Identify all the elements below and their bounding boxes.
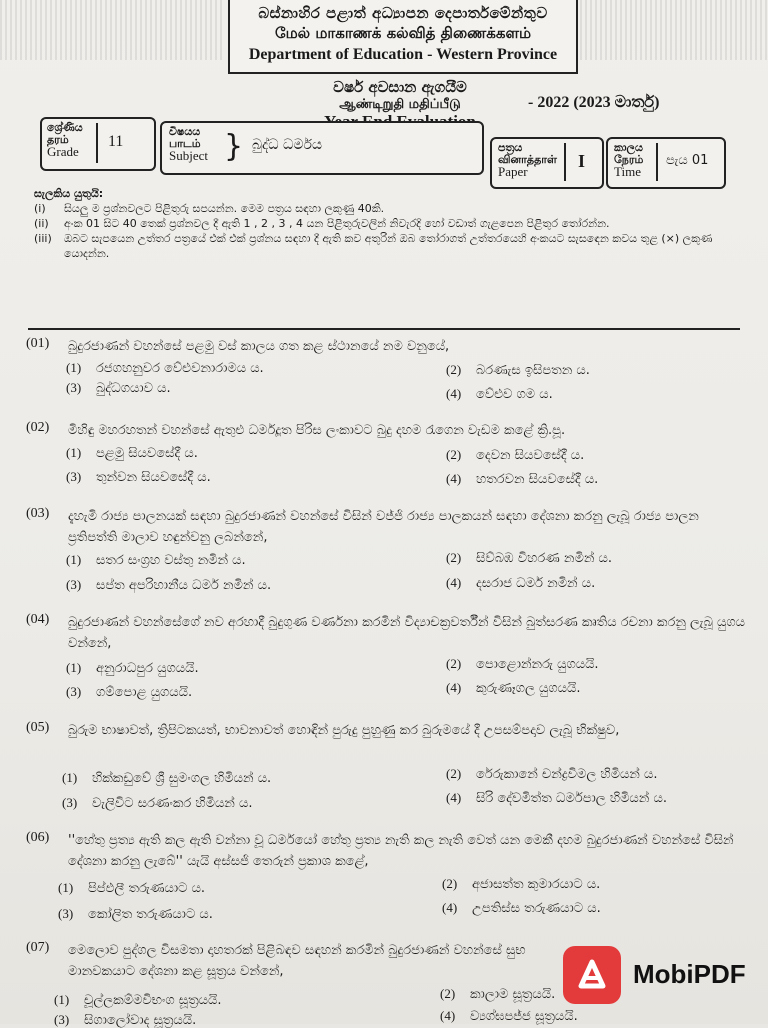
option: [66, 360, 264, 376]
paper-label-si: පත්‍රය: [498, 141, 523, 154]
option-number: (2): [446, 766, 462, 781]
option: [446, 447, 584, 463]
instruction-num: (iii): [34, 232, 52, 245]
option-number: (1): [58, 880, 74, 895]
option-text: වේළුව ගම ය.: [476, 387, 553, 402]
question-number: (02): [26, 420, 50, 435]
option-text: සිගාලෝවාද සූත්‍රයයි.: [84, 1013, 197, 1028]
option-text: ව්‍යග්ඝපජ්ජ සූත්‍රයයි.: [470, 1009, 578, 1024]
option-text: දසරාජ ධර්ම නමින් ය.: [476, 576, 596, 591]
question-number: (04): [26, 612, 50, 627]
time-label: [614, 142, 643, 178]
option: [66, 380, 171, 396]
mobipdf-brand: MobiPDF: [633, 959, 746, 989]
question-02: [26, 420, 746, 441]
option-text: කුරුණෑගල යුගයයි.: [476, 681, 581, 696]
question-06: [26, 830, 746, 872]
option-number: (3): [66, 577, 82, 592]
question-07: [26, 940, 586, 982]
option: [446, 471, 598, 487]
option-text: හතරවන සියවසේදී ය.: [476, 472, 599, 487]
subject-label-si: විෂයය: [169, 125, 201, 138]
option: [440, 986, 555, 1002]
paper-value: I: [578, 151, 586, 171]
option-text: බරණැස ඉසිපතන ය.: [476, 363, 590, 378]
option: [54, 1012, 196, 1028]
option-number: (4): [446, 575, 462, 590]
option-number: (3): [66, 684, 82, 699]
department-name-sinhala: බස්නාහිර පළාත් අධ්‍යාපන දෙපාර්තමේන්තුව: [258, 4, 548, 22]
subject-value: බුද්ධ ධර්මය: [252, 137, 323, 153]
option-number: (3): [58, 906, 74, 921]
option: [446, 680, 580, 696]
option-number: (2): [440, 986, 456, 1001]
option: [66, 445, 198, 461]
option-number: (3): [62, 795, 78, 810]
question-01: [26, 336, 746, 357]
question-number: (06): [26, 830, 50, 845]
option: [66, 660, 199, 676]
option-number: (2): [446, 656, 462, 671]
option-number: (2): [446, 362, 462, 377]
option-text: උපතිස්ස තරුණයාට ය.: [472, 901, 601, 916]
time-box: [606, 137, 726, 189]
option: [58, 906, 213, 922]
option-text: අනුරාධපුර යුගයයි.: [96, 661, 199, 676]
torn-paper-texture-right: [580, 0, 768, 60]
option-number: (1): [54, 992, 70, 1007]
option-text: පළමු සියවසේදී ය.: [96, 446, 198, 461]
question-text: ''හේතු ප්‍රත්‍ය ඇති කල ඇති වන්නා වූ ධර්මයෝ හේතු ප්‍රත්‍ය නැති කල නැති වෙත් යන මෙකී දහම බුදුරජාණන් වහන්සේ විසින් දේශනා කරනු ලැබේ'' යැයි අස්සජි තෙරුන් ප්‍රකාශ කළේ,: [68, 833, 734, 869]
option: [446, 790, 667, 806]
instructions-heading: සැලකිය යුතුයි:: [34, 187, 104, 200]
time-label-en: Time: [614, 164, 641, 179]
instruction-num: (ii): [34, 217, 49, 230]
section-divider: [28, 328, 740, 330]
grade-label-si: ශ්‍රේණිය: [47, 121, 83, 134]
option: [446, 362, 590, 378]
option: [440, 1008, 578, 1024]
instruction-text: අංක 01 සිට 40 තෙක් ප්‍රශ්නවල දී ඇති 1 , 2 , 3 , 4 යන පිළිතුරුවලින් නිවැරදි හෝ වඩාත් ගැළපෙන පිළිතුර තෝරන්න.: [64, 217, 610, 230]
department-name-tamil: மேல் மாகாணக் கல்வித் திணைக்களம்: [274, 24, 532, 42]
option-text: පිප්ඵලී තරුණයාට ය.: [88, 881, 206, 896]
question-text: මිහිඳු මහරහතන් වහන්සේ ඇතුළු ධර්මදූත පිරිස ලංකාවට බුදු දහම රැගෙන වැඩම කළේ ක්‍රි.පූ.: [68, 423, 566, 438]
option-number: (3): [66, 380, 82, 395]
option-number: (4): [442, 900, 458, 915]
option-text: කෝලිත තරුණයාට ය.: [88, 907, 213, 922]
brace-icon: }: [224, 129, 244, 164]
divider: [96, 123, 98, 163]
time-label-ta: நேரம்: [614, 153, 644, 166]
option-text: රජගහනුවර වේළුවනාරාමය ය.: [96, 361, 264, 376]
option: [446, 386, 553, 402]
subject-label: [169, 126, 208, 162]
question-number: (03): [26, 506, 50, 521]
option: [446, 550, 612, 566]
instruction-text: සියලු ම ප්‍රශ්නවලට පිළිතුරු සපයන්න. මෙම පත්‍රය සඳහා ලකුණු 40කි.: [64, 202, 385, 215]
option-text: හික්කඩුවේ ශ්‍රී සුමංගල හිමියන් ය.: [92, 771, 272, 786]
question-05: [26, 720, 746, 741]
option-number: (1): [66, 360, 82, 375]
option-number: (4): [440, 1008, 456, 1023]
option-text: ගම්පොළ යුගයයි.: [96, 685, 193, 700]
torn-paper-texture: [0, 0, 222, 60]
option: [446, 575, 595, 591]
question-number: (07): [26, 940, 50, 955]
option-text: වැලිවිට සරණංකර හිමියන් ය.: [92, 796, 253, 811]
question-text: දැහැමි රාජ්‍ය පාලනයක් සඳහා බුදුරජාණන් වහන්සේ විසින් වජ්ජි රාජ්‍ය පාලකයන් සඳහා දේශනා කරනු ලැබූ රාජ්‍ය පාලන ප්‍රතිපත්ති මාලාව හඳුන්වනු ලබන්නේ,: [68, 509, 699, 545]
option-number: (2): [446, 550, 462, 565]
option: [66, 469, 211, 485]
option-text: තුන්වන සියවසේදී ය.: [96, 470, 211, 485]
option: [66, 552, 246, 568]
question-03: [26, 506, 746, 548]
question-number: (01): [26, 336, 50, 351]
option-number: (4): [446, 790, 462, 805]
department-header: [228, 0, 578, 74]
subject-label-ta: பாடம்: [169, 137, 201, 150]
option: [66, 577, 271, 593]
question-text: බුදුරජාණන් වහන්සේ පළමු වස් කාලය ගත කළ ස්ථානයේ නම වනුයේ,: [68, 339, 450, 354]
instructions: [34, 186, 744, 261]
option-text: අජාසත්ත කුමාරයාට ය.: [472, 877, 601, 892]
option-text: කාලාම සූත්‍රයයි.: [470, 987, 556, 1002]
option: [442, 876, 600, 892]
option: [62, 770, 271, 786]
option-number: (1): [62, 770, 78, 785]
option-number: (4): [446, 680, 462, 695]
option-text: සිව්බඹ විහරණ නමින් ය.: [476, 551, 612, 566]
option-number: (1): [66, 552, 82, 567]
option-number: (2): [442, 876, 458, 891]
option-number: (4): [446, 471, 462, 486]
paper-label: [498, 142, 557, 178]
subject-label-en: Subject: [169, 148, 208, 163]
instruction-num: (i): [34, 202, 46, 215]
option-text: රේරුකානේ චන්ද්‍රවිමල හිමියන් ය.: [476, 767, 658, 782]
grade-label-en: Grade: [47, 144, 79, 159]
department-name-english: Department of Education - Western Province: [248, 46, 558, 63]
option-number: (1): [66, 445, 82, 460]
grade-label-ta: தரம்: [47, 133, 69, 146]
option: [62, 795, 252, 811]
grade-box: [40, 117, 156, 171]
option: [58, 880, 205, 896]
instruction-item: [34, 216, 744, 231]
option-number: (4): [446, 386, 462, 401]
option-text: පොළොන්නරු යුගයයි.: [476, 657, 599, 672]
divider: [564, 143, 566, 181]
grade-label: [47, 122, 83, 158]
question-text: බුදුරජාණන් වහන්සේගේ නව අරහාදී බුදුගුණ වර්ණනා කරමින් විද්‍යාචක්‍රවර්තීන් විසින් බුත්සරණ කෘතිය රචනා කරනු ලැබූ යුගය වන්නේ,: [68, 615, 745, 651]
instruction-item: [34, 231, 744, 261]
exam-title-tamil: ஆண்டிறுதி மதிப்பீடு: [339, 97, 461, 112]
subject-box: [160, 121, 484, 175]
option-number: (3): [66, 469, 82, 484]
question-04: [26, 612, 746, 654]
paper-label-ta: வினாத்தாள்: [498, 153, 557, 166]
paper-label-en: Paper: [498, 164, 528, 179]
time-value: පැය 01: [666, 153, 709, 168]
option-number: (1): [66, 660, 82, 675]
option: [54, 992, 221, 1008]
grade-value: 11: [108, 133, 124, 150]
option: [446, 766, 657, 782]
question-text: මෙලොව පුද්ගල විසමතා දාහතරක් පිළිබඳව සඳහන් කරමින් බුදුරජාණන් වහන්සේ සුභ මානවකයාට දේශනා කළ සූත්‍රය වන්නේ,: [68, 943, 526, 979]
option: [446, 656, 599, 672]
question-number: (05): [26, 720, 50, 735]
question-text: බුරුම භාෂාවත්, ත්‍රිපිටකයත්, භාවනාවත් හොඳින් පුරුදු පුහුණු කර බුරුමයේ දී උපසම්පදාව ලැබූ භික්ෂුව,: [68, 723, 620, 738]
mobipdf-watermark[interactable]: [563, 946, 763, 1008]
exam-title-sinhala: වර්ෂ අවසාන ඇගයීම: [333, 78, 467, 96]
time-label-si: කාලය: [614, 141, 643, 154]
instruction-item: [34, 201, 744, 216]
option-number: (3): [54, 1012, 70, 1027]
mobipdf-logo-icon: [563, 946, 621, 1004]
option-text: සතර සංග්‍රහ වස්තු නමින් ය.: [96, 553, 246, 568]
option-text: සිරි දේවමිත්ත ධර්මපාල හිමියන් ය.: [476, 791, 667, 806]
option: [442, 900, 601, 916]
option-text: දෙවන සියවසේදී ය.: [476, 448, 585, 463]
instruction-text: ඔබට සැපයෙන උත්තර පත්‍රයේ එක් එක් ප්‍රශ්නය සඳහා දී ඇති කව අතුරින් ඔබ තෝරාගත් උත්තරයෙහි අංකයට සැසඳෙන කවය තුළ (×) ලකුණ යොදන්න.: [64, 232, 713, 260]
option-text: බුද්ධගයාව ය.: [96, 381, 171, 396]
divider: [656, 143, 658, 181]
exam-year: - 2022 (2023 මාර්තු): [528, 94, 660, 111]
option-text: සප්ත අපරිහානීය ධර්ම නමින් ය.: [96, 578, 272, 593]
option-number: (2): [446, 447, 462, 462]
paper-box: [490, 137, 604, 189]
option-text: චූල්ලකම්මවිභංග සූත්‍රයයි.: [84, 993, 222, 1008]
option: [66, 684, 192, 700]
